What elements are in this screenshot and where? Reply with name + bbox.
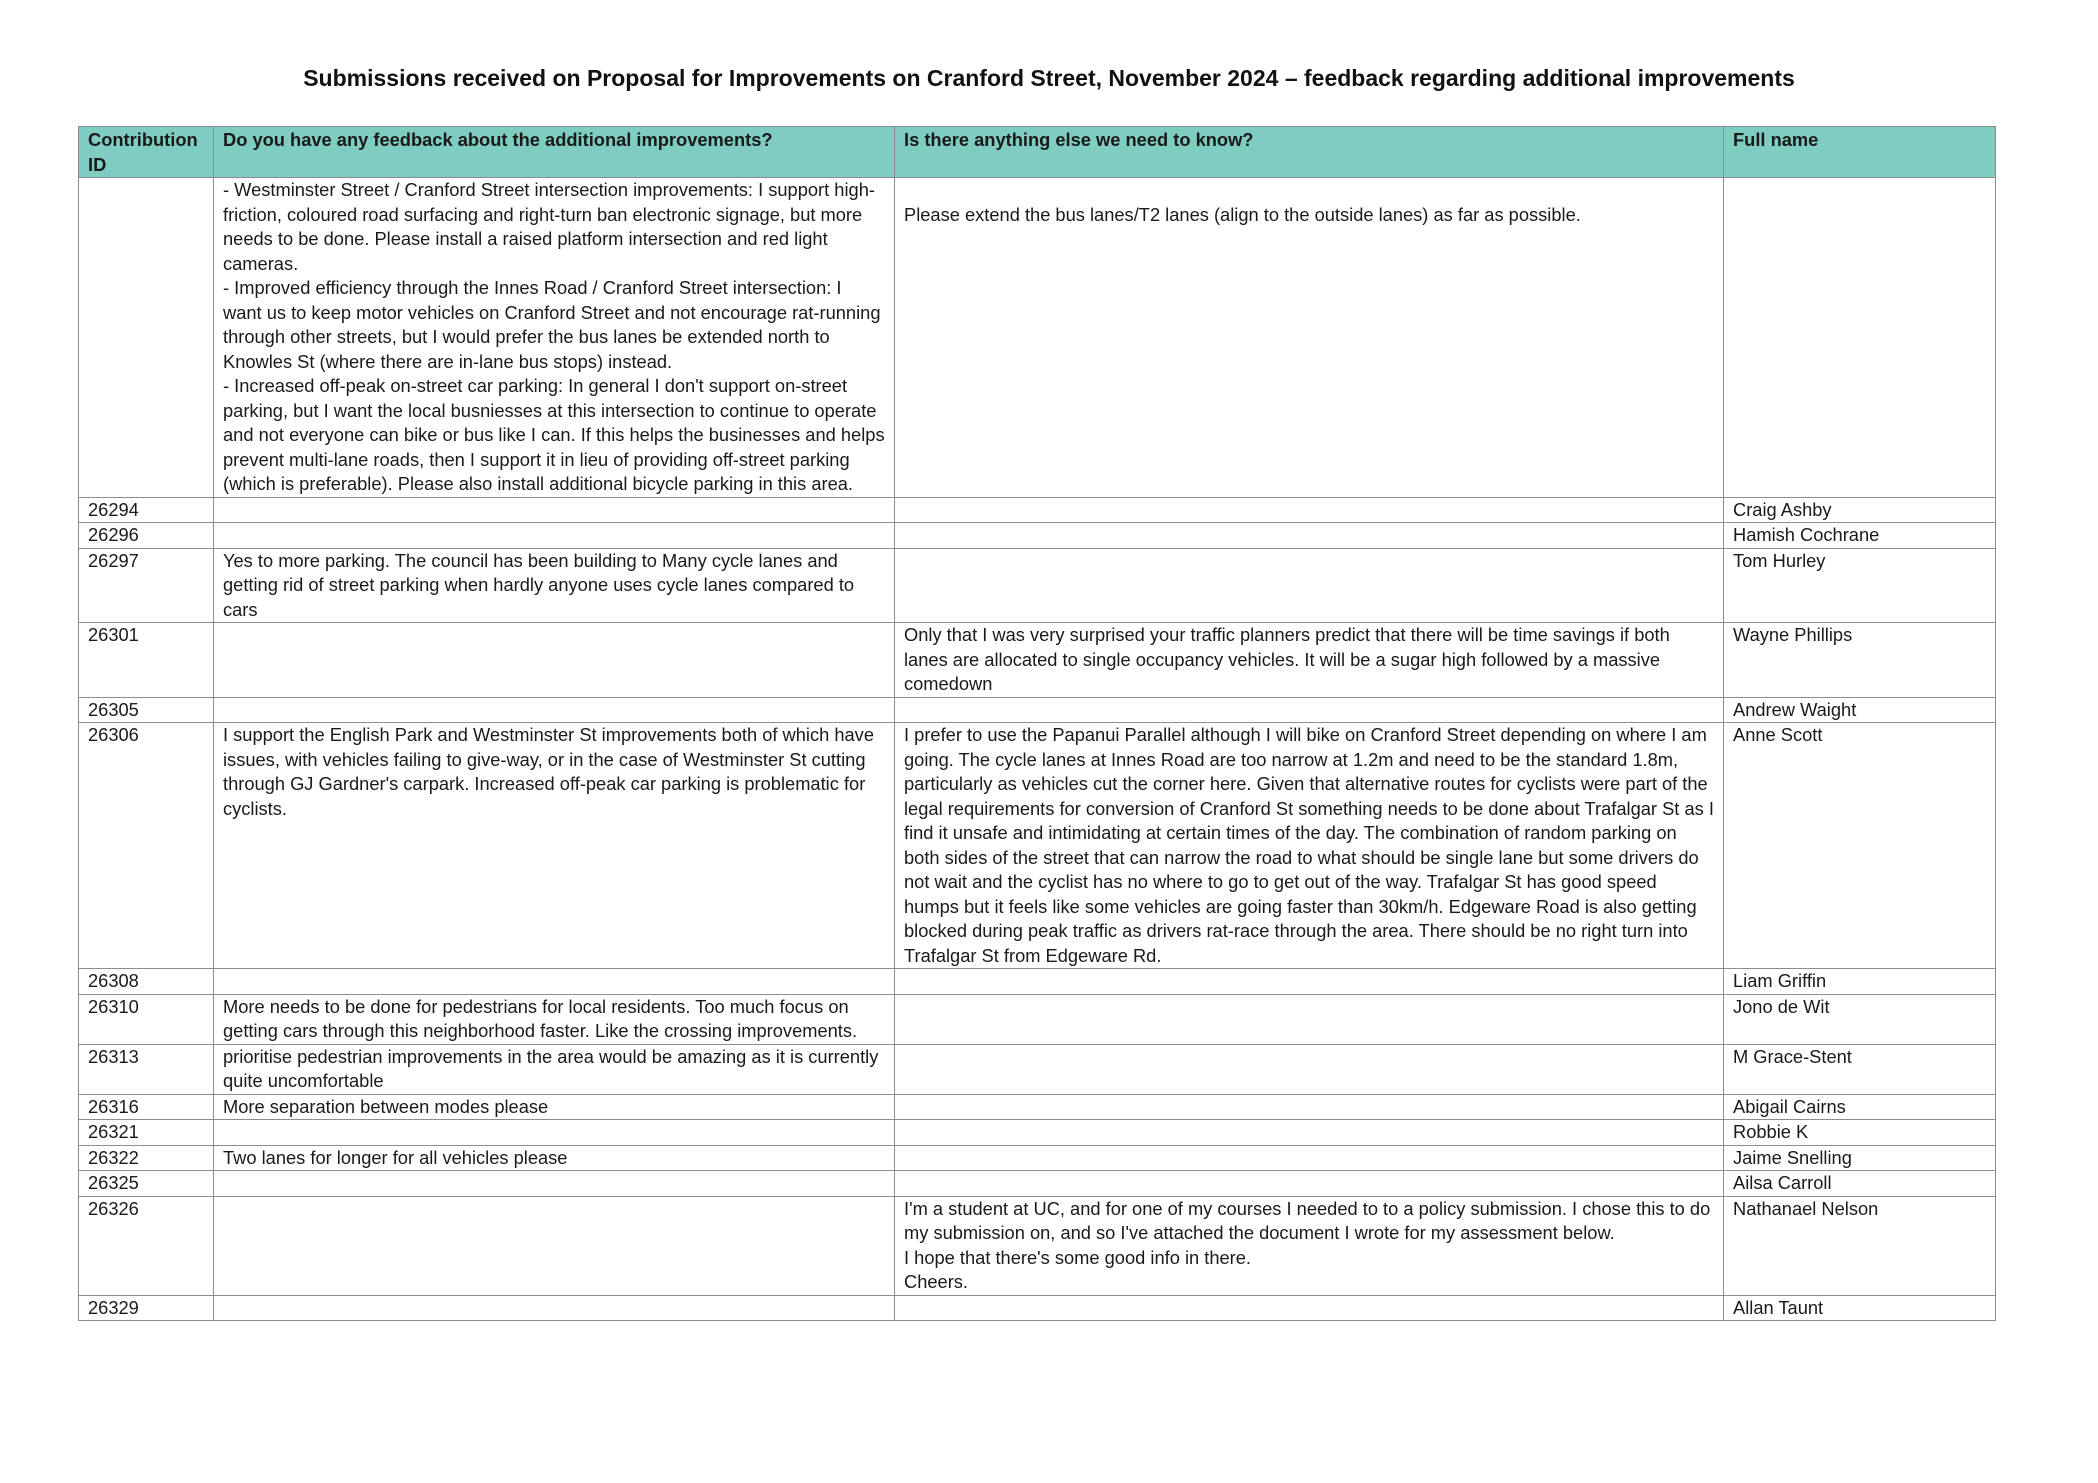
cell-contribution-id: 26310 [79, 994, 214, 1044]
cell-contribution-id: 26296 [79, 523, 214, 549]
cell-feedback [214, 1120, 895, 1146]
cell-feedback [214, 1196, 895, 1295]
cell-contribution-id: 26329 [79, 1295, 214, 1321]
cell-other [895, 1044, 1724, 1094]
cell-feedback [214, 1171, 895, 1197]
cell-full-name: Hamish Cochrane [1724, 523, 1996, 549]
cell-other: Please extend the bus lanes/T2 lanes (align to the outside lanes) as far as possible. [895, 178, 1724, 498]
cell-full-name: Jono de Wit [1724, 994, 1996, 1044]
table-row [79, 1196, 1996, 1295]
cell-feedback: More separation between modes please [214, 1094, 895, 1120]
table-row [79, 969, 1996, 995]
cell-contribution-id: 26313 [79, 1044, 214, 1094]
cell-full-name: Ailsa Carroll [1724, 1171, 1996, 1197]
cell-feedback [214, 523, 895, 549]
table-row [79, 1145, 1996, 1171]
cell-contribution-id: 26322 [79, 1145, 214, 1171]
cell-other [895, 1094, 1724, 1120]
table-row [79, 994, 1996, 1044]
table-row [79, 697, 1996, 723]
cell-contribution-id: 26325 [79, 1171, 214, 1197]
cell-other [895, 697, 1724, 723]
submissions-table [78, 126, 1996, 1321]
cell-feedback: Yes to more parking. The council has been building to Many cycle lanes and getting rid of street parking when hardly anyone uses cycle lanes compared to cars [214, 548, 895, 623]
cell-full-name: M Grace-Stent [1724, 1044, 1996, 1094]
cell-contribution-id: 26326 [79, 1196, 214, 1295]
cell-other: I prefer to use the Papanui Parallel although I will bike on Cranford Street depending on where I am going. The cycle lanes at Innes Road are too narrow at 1.2m and need to be the standard 1.8m, particularly as vehicles cut the corner here. Given that alternative routes for cyclists were part of the legal requirements for conversion of Cranford St something needs to be done about Trafalgar St as I find it unsafe and intimidating at certain times of the day. The combination of random parking on both sides of the street that can narrow the road to what should be single lane but some drivers do not wait and the cyclist has no where to go to get out of the way. Trafalgar St has good speed humps but it feels like some vehicles are going faster than 30km/h. Edgeware Road is also getting blocked during peak traffic as drivers rat-race through the area. There should be no right turn into Trafalgar St from Edgeware Rd. [895, 723, 1724, 969]
cell-full-name: Allan Taunt [1724, 1295, 1996, 1321]
cell-contribution-id: 26321 [79, 1120, 214, 1146]
cell-other [895, 1145, 1724, 1171]
table-row [79, 1094, 1996, 1120]
cell-other [895, 969, 1724, 995]
cell-contribution-id: 26297 [79, 548, 214, 623]
cell-full-name: Robbie K [1724, 1120, 1996, 1146]
column-header-other: Is there anything else we need to know? [895, 127, 1724, 178]
cell-other [895, 994, 1724, 1044]
table-row [79, 548, 1996, 623]
cell-feedback: Two lanes for longer for all vehicles please [214, 1145, 895, 1171]
page-title: Submissions received on Proposal for Improvements on Cranford Street, November 2024 – feedback regarding additional improvements [303, 65, 1795, 91]
cell-contribution-id: 26316 [79, 1094, 214, 1120]
column-header-full-name: Full name [1724, 127, 1996, 178]
cell-full-name: Abigail Cairns [1724, 1094, 1996, 1120]
cell-feedback: - Westminster Street / Cranford Street intersection improvements: I support high-friction, coloured road surfacing and right-turn ban electronic signage, but more needs to be done. Please install a raised platform intersection and red light cameras. - Improved efficiency through the Innes Road / Cranford Street intersection: I want us to keep motor vehicles on Cranford Street and not encourage rat-running through other streets, but I would prefer the bus lanes be extended north to Knowles St (where there are in-lane bus stops) instead. - Increased off-peak on-street car parking: In general I don't support on-street parking, but I want the local busniesses at this intersection to continue to operate and not everyone can bike or bus like I can. If this helps the businesses and helps prevent multi-lane roads, then I support it in lieu of providing off-street parking (which is preferable). Please also install additional bicycle parking in this area. [214, 178, 895, 498]
column-header-feedback: Do you have any feedback about the additional improvements? [214, 127, 895, 178]
table-row [79, 623, 1996, 698]
table-row [79, 1044, 1996, 1094]
cell-feedback [214, 697, 895, 723]
table-row [79, 1120, 1996, 1146]
cell-contribution-id: 26305 [79, 697, 214, 723]
cell-full-name: Nathanael Nelson [1724, 1196, 1996, 1295]
table-row [79, 178, 1996, 498]
column-header-contribution-id: Contribution ID [79, 127, 214, 178]
cell-other [895, 548, 1724, 623]
cell-full-name: Craig Ashby [1724, 497, 1996, 523]
cell-feedback: prioritise pedestrian improvements in the area would be amazing as it is currently quite uncomfortable [214, 1044, 895, 1094]
table-row [79, 1295, 1996, 1321]
cell-feedback [214, 969, 895, 995]
table-row [79, 523, 1996, 549]
table-row [79, 1171, 1996, 1197]
cell-other [895, 1171, 1724, 1197]
cell-full-name [1724, 178, 1996, 498]
cell-other [895, 1295, 1724, 1321]
cell-contribution-id: 26294 [79, 497, 214, 523]
cell-full-name: Wayne Phillips [1724, 623, 1996, 698]
cell-contribution-id [79, 178, 214, 498]
cell-feedback: More needs to be done for pedestrians for local residents. Too much focus on getting cars through this neighborhood faster. Like the crossing improvements. [214, 994, 895, 1044]
table-row [79, 723, 1996, 969]
cell-feedback [214, 497, 895, 523]
cell-other: Only that I was very surprised your traffic planners predict that there will be time savings if both lanes are allocated to single occupancy vehicles. It will be a sugar high followed by a massive comedown [895, 623, 1724, 698]
cell-feedback: I support the English Park and Westminster St improvements both of which have issues, with vehicles failing to give-way, or in the case of Westminster St cutting through GJ Gardner's carpark. Increased off-peak car parking is problematic for cyclists. [214, 723, 895, 969]
cell-other [895, 1120, 1724, 1146]
cell-contribution-id: 26308 [79, 969, 214, 995]
cell-contribution-id: 26306 [79, 723, 214, 969]
table-row [79, 497, 1996, 523]
cell-feedback [214, 1295, 895, 1321]
cell-full-name: Jaime Snelling [1724, 1145, 1996, 1171]
cell-full-name: Anne Scott [1724, 723, 1996, 969]
cell-other: I'm a student at UC, and for one of my courses I needed to to a policy submission. I chose this to do my submission on, and so I've attached the document I wrote for my assessment below. I hope that there's some good info in there. Cheers. [895, 1196, 1724, 1295]
cell-other [895, 497, 1724, 523]
cell-contribution-id: 26301 [79, 623, 214, 698]
cell-other [895, 523, 1724, 549]
cell-full-name: Liam Griffin [1724, 969, 1996, 995]
cell-full-name: Tom Hurley [1724, 548, 1996, 623]
cell-full-name: Andrew Waight [1724, 697, 1996, 723]
table-header-row [79, 127, 1996, 178]
cell-feedback [214, 623, 895, 698]
